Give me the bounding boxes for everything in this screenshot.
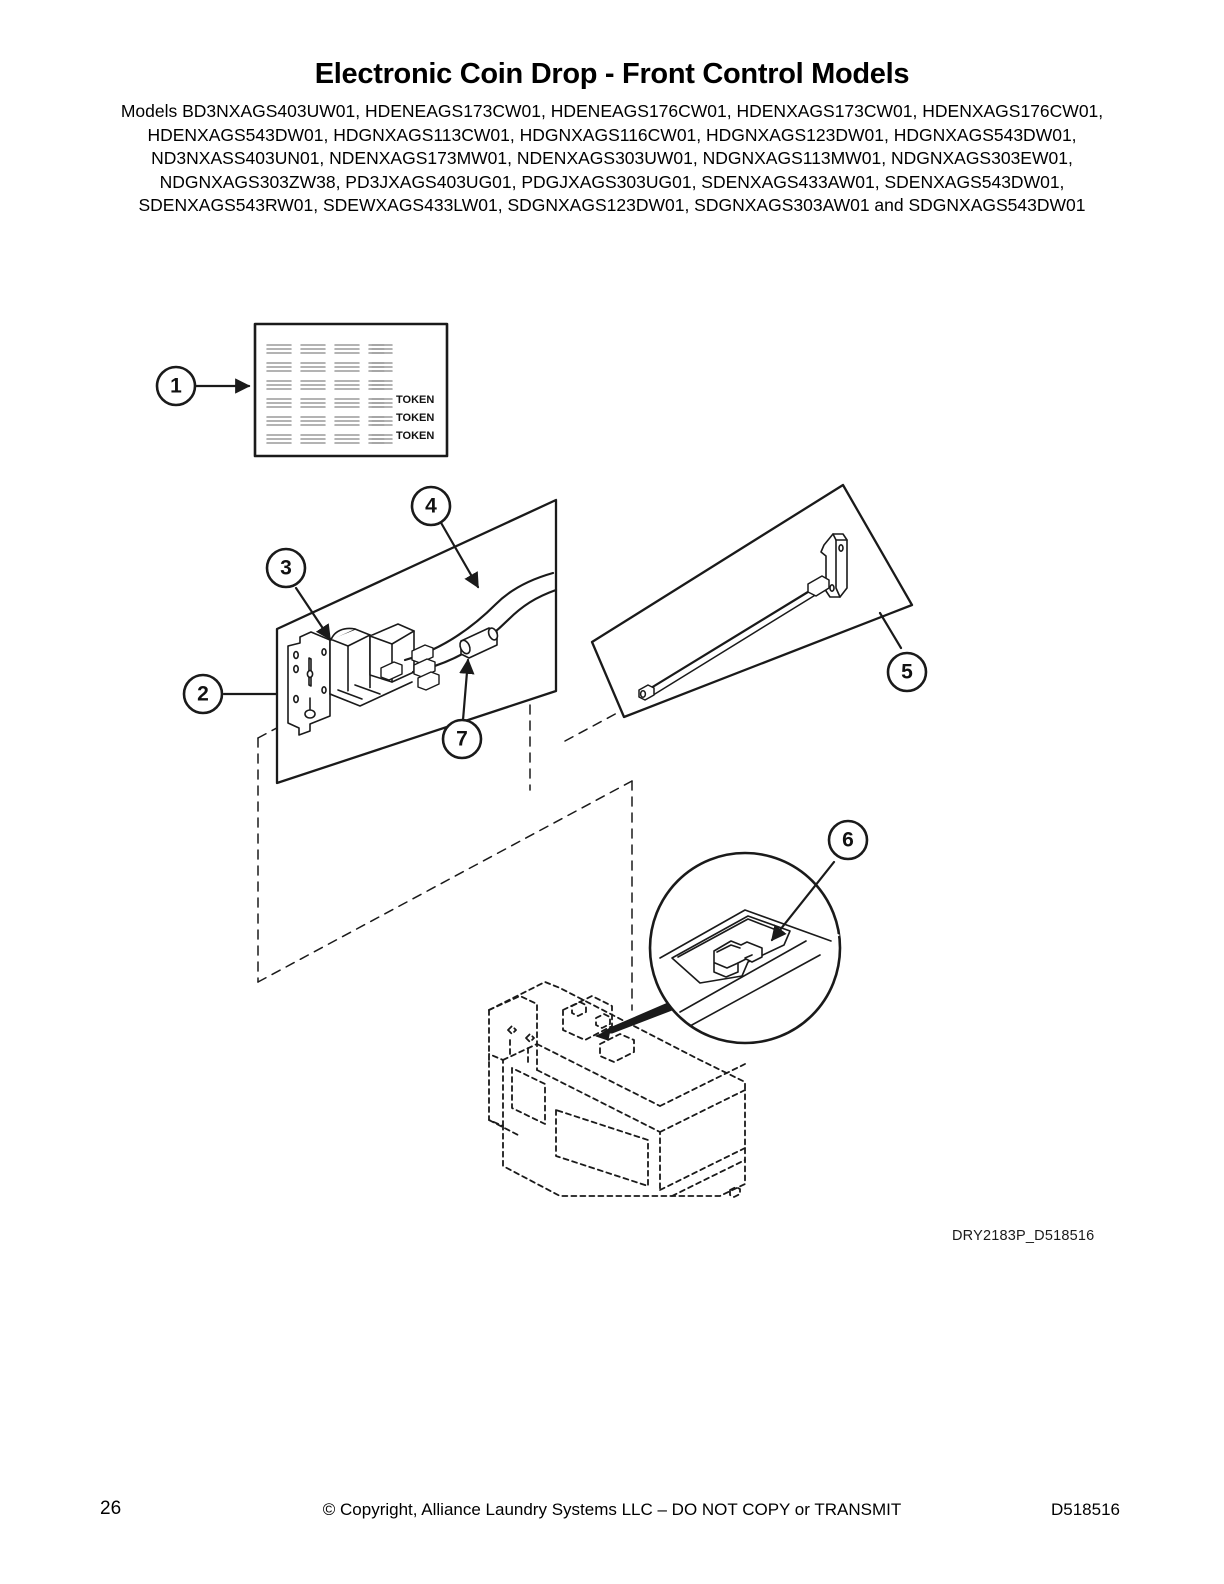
model-line: HDENXAGS543DW01, HDGNXAGS113CW01, HDGNXAGS116CW01, HDGNXAGS123DW01, HDGNXAGS543DW01, bbox=[147, 124, 1077, 145]
coin-drop-assembly bbox=[277, 500, 556, 783]
document-number: D518516 bbox=[1050, 1500, 1120, 1519]
leader-line-5 bbox=[880, 613, 901, 648]
callout-6-number: 6 bbox=[842, 828, 854, 852]
page-number: 26 bbox=[100, 1498, 122, 1519]
callout-6[interactable] bbox=[829, 821, 867, 859]
callout-7[interactable] bbox=[443, 720, 481, 758]
callout-3-number: 3 bbox=[280, 556, 292, 580]
drawing-reference: DRY2183P_D518516 bbox=[952, 1228, 1095, 1244]
callout-5-number: 5 bbox=[901, 660, 913, 684]
model-line: SDENXAGS543RW01, SDEWXAGS433LW01, SDGNXAGS123DW01, SDGNXAGS303AW01 and SDGNXAGS543DW01 bbox=[138, 195, 1086, 215]
model-line: Models BD3NXAGS403UW01, HDENEAGS173CW01, HDENEAGS176CW01, HDENXAGS173CW01, HDENXAGS176CW01, bbox=[120, 101, 1104, 121]
decal-token-label: TOKEN bbox=[396, 430, 435, 442]
callout-5[interactable] bbox=[888, 653, 926, 691]
copyright-notice: © Copyright, Alliance Laundry Systems LLC – DO NOT COPY or TRANSMIT bbox=[322, 1500, 902, 1519]
callout-4[interactable] bbox=[412, 487, 450, 525]
callout-3[interactable] bbox=[267, 549, 305, 587]
callout-2-number: 2 bbox=[197, 682, 209, 706]
page-footer bbox=[0, 1498, 1224, 1528]
model-line: NDGNXAGS303ZW38, PD3JXAGS403UG01, PDGJXAGS303UG01, SDENXAGS433AW01, SDENXAGS543DW01, bbox=[159, 171, 1065, 192]
model-line: ND3NXASS403UN01, NDENXAGS173MW01, NDENXAGS303UW01, NDGNXAGS113MW01, NDGNXAGS303EW01, bbox=[151, 148, 1073, 168]
decal-token-label: TOKEN bbox=[396, 412, 435, 424]
decal-sheet bbox=[255, 324, 447, 456]
decal-token-label: TOKEN bbox=[396, 394, 435, 406]
callout-2[interactable] bbox=[184, 675, 222, 713]
page-title: Electronic Coin Drop - Front Control Models bbox=[314, 58, 910, 90]
callout-1-number: 1 bbox=[170, 374, 182, 398]
cable-tie-panel bbox=[592, 485, 912, 717]
tie-panel-outline bbox=[592, 485, 912, 717]
callout-7-number: 7 bbox=[456, 727, 468, 751]
callout-1[interactable] bbox=[157, 367, 195, 405]
callout-4-number: 4 bbox=[425, 494, 437, 518]
